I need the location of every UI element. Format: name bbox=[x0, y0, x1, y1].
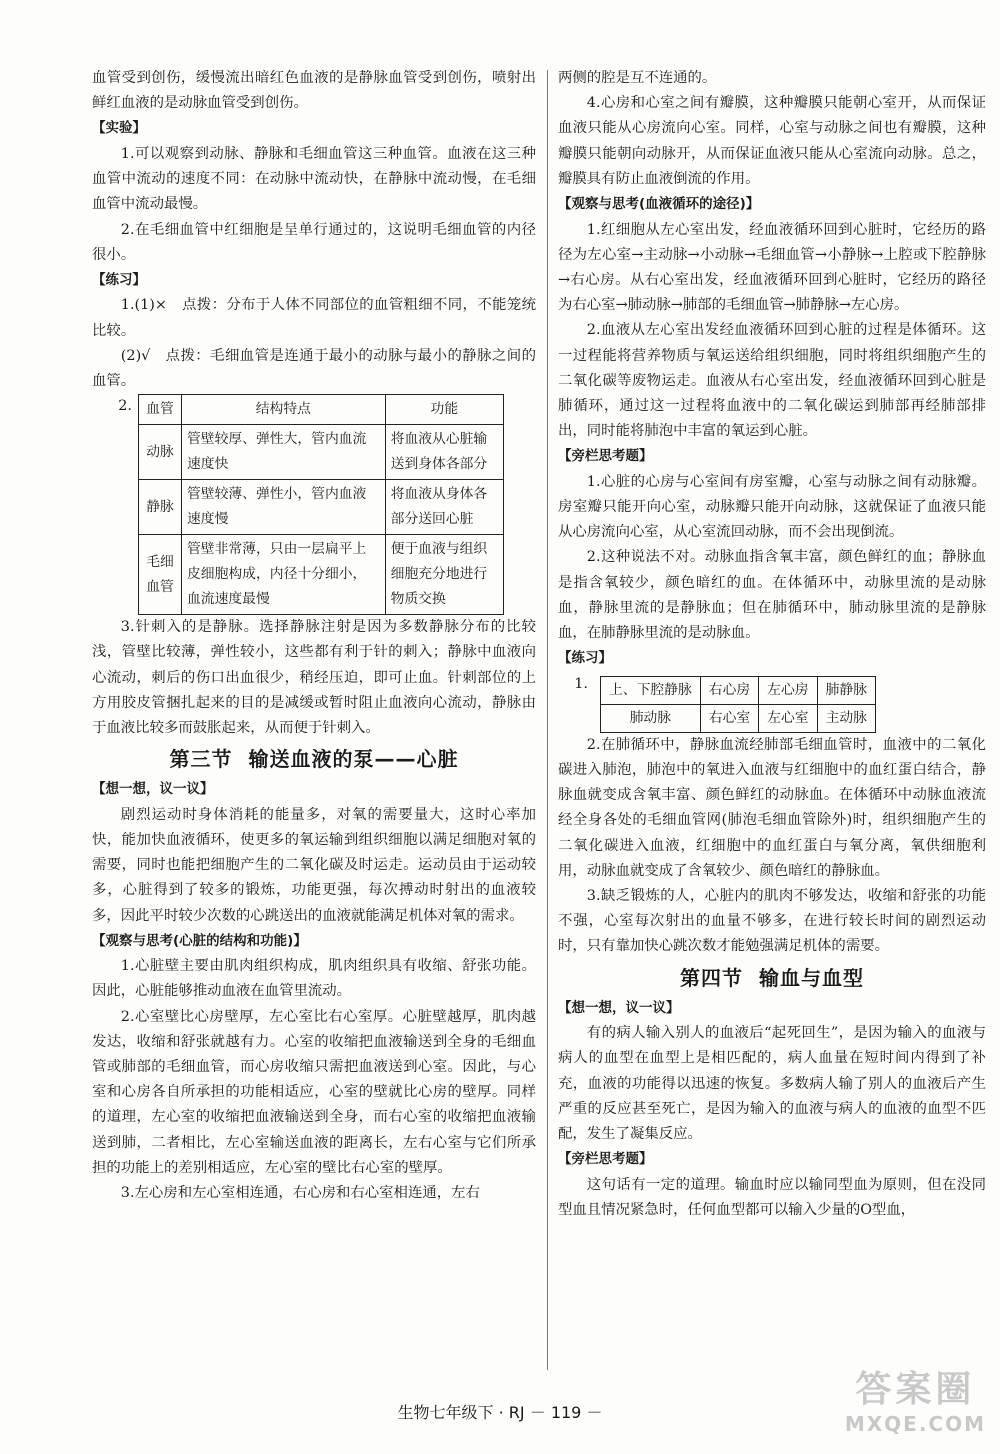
section-tag-practice: 【练习】 bbox=[558, 650, 612, 667]
table-header: 功能 bbox=[385, 395, 503, 425]
section-tag-think: 【想一想，议一议】 bbox=[558, 999, 680, 1016]
table-cell: 主动脉 bbox=[817, 704, 875, 732]
section-number: 第四节 bbox=[680, 965, 743, 990]
paragraph: 3.左心房和左心室相连通，右心房和右心室相连通，左右 bbox=[120, 1185, 480, 1202]
table-number: 2. bbox=[118, 398, 132, 415]
watermark-logo bbox=[845, 1361, 986, 1436]
paragraph: 1.红细胞从左心室出发，经血液循环回到心脏时，它经历的路径为左心室→主动脉→小动脉→毛细血管→小静脉→上腔或下腔静脉→右心房。从右心室出发，经血液循环回到心脏时，它经历的路径为右心室→肺动脉→肺部的毛细血管→肺静脉→左心房。 bbox=[558, 221, 986, 314]
table-cell: 左心房 bbox=[759, 676, 817, 704]
table-cell: 管壁非常薄，只由一层扁平上皮细胞构成，内径十分细小，血流速度最慢 bbox=[182, 535, 386, 615]
paragraph: 1.可以观察到动脉、静脉和毛细血管这三种血管。血液在这三种血管中流动的速度不同：在动脉中流动快，在静脉中流动慢，在毛细血管中流动最慢。 bbox=[92, 145, 536, 213]
table-cell: 静脉 bbox=[139, 480, 182, 535]
paragraph: 1.心脏壁主要由肌肉组织构成，肌肉组织具有收缩、舒张功能。因此，心脏能够推动血液在血管里流动。 bbox=[92, 958, 536, 1000]
right-column bbox=[558, 66, 986, 1223]
paragraph: 两侧的腔是互不连通的。 bbox=[558, 70, 717, 86]
table-row bbox=[139, 535, 504, 615]
circulation-table bbox=[600, 676, 876, 733]
section-number: 第三节 bbox=[169, 747, 233, 772]
table-cell: 肺动脉 bbox=[601, 704, 701, 732]
table-cell: 毛细血管 bbox=[139, 535, 182, 615]
section-tag-experiment: 【实验】 bbox=[92, 120, 146, 137]
table-cell: 便于血液与组织细胞充分地进行物质交换 bbox=[385, 535, 503, 615]
paragraph: (2)√ 点拨：毛细血管是连通于最小的动脉与最小的静脉之间的血管。 bbox=[92, 347, 536, 390]
left-column bbox=[92, 66, 536, 1206]
column-divider bbox=[547, 70, 548, 1370]
paragraph: 4.心房和心室之间有瓣膜，这种瓣膜只能朝心室开，从而保证血液只能从心房流向心室。同样，心室与动脉之间也有瓣膜，这种瓣膜只能朝向动脉开，从而保证血液只能从心室流向动脉。总之，瓣膜具有防止血液倒流的作用。 bbox=[558, 95, 986, 187]
paragraph: 血管受到创伤，缓慢流出暗红色血液的是静脉血管受到创伤，喷射出鲜红血液的是动脉血管受到创伤。 bbox=[92, 70, 536, 112]
table-cell: 右心房 bbox=[700, 676, 758, 704]
table-header: 血管 bbox=[139, 395, 182, 425]
paragraph: 1.(1)× 点拨：分布于人体不同部位的血管粗细不同，不能笼统比较。 bbox=[92, 297, 536, 339]
section-heading bbox=[92, 741, 536, 777]
watermark-text: 答案圈 bbox=[855, 1369, 976, 1410]
table-cell: 右心室 bbox=[700, 704, 758, 732]
table-cell: 上、下腔静脉 bbox=[601, 676, 701, 704]
vessel-table-block bbox=[92, 394, 536, 615]
section-title: 输送血液的泵——心脏 bbox=[248, 747, 459, 772]
table-cell: 管壁较厚、弹性大，管内血流速度快 bbox=[182, 425, 386, 480]
section-title: 输血与血型 bbox=[759, 965, 864, 990]
paragraph: 这句话有一定的道理。输血时应以输同型血为原则，但在没同型血且情况紧急时，任何血型都可以输入少量的O型血， bbox=[558, 1176, 986, 1218]
table-row bbox=[139, 480, 504, 535]
table-cell: 管壁较薄、弹性小，管内血液速度慢 bbox=[182, 480, 386, 535]
table-cell: 左心室 bbox=[759, 704, 817, 732]
table-header-row bbox=[139, 395, 504, 425]
paragraph: 2.在肺循环中，静脉血流经肺部毛细血管时，血液中的二氧化碳进入肺泡，肺泡中的氧进入血液与红细胞中的血红蛋白结合，静脉血就变成含氧丰富、颜色鲜红的动脉血。在体循环中动脉血液流经全身各处的毛细血管网(肺泡毛细血管除外)时，组织细胞产生的二氧化碳进入血液，红细胞中的血红蛋白与氧分离，氧供细胞利用，动脉血就变成了含氧较少、颜色暗红的静脉血。 bbox=[558, 736, 986, 879]
paragraph: 3.针刺入的是静脉。选择静脉注射是因为多数静脉分布的比较浅，管壁比较薄，弹性较小，这些都有利于针的刺入；静脉中血液向心流动，刺后的伤口出血很少，稍经压迫，即可止血。针刺部位的上方用胶皮管捆扎起来的目的是减缓或暂时阻止血液向心流动，静脉由于血液比较多而鼓胀起来，从而便于针刺入。 bbox=[92, 619, 536, 737]
section-tag-sidebar: 【旁栏思考题】 bbox=[558, 1151, 653, 1168]
table-cell: 将血液从身体各部分送回心脏 bbox=[385, 480, 503, 535]
table-cell: 将血液从心脏输送到身体各部分 bbox=[385, 425, 503, 480]
vessel-table bbox=[138, 394, 504, 615]
table-row bbox=[601, 704, 876, 732]
paragraph: 2.这种说法不对。动脉血指含氧丰富，颜色鲜红的血；静脉血是指含氧较少，颜色暗红的血。在体循环中，动脉里流的是动脉血，静脉里流的是静脉血；但在肺循环中，肺动脉里流的是静脉血，在肺静脉里流的是动脉血。 bbox=[558, 549, 986, 642]
watermark-url: MXQE.COM bbox=[844, 1412, 986, 1436]
section-tag-observe: 【观察与思考(心脏的结构和功能)】 bbox=[92, 932, 307, 949]
table-row bbox=[139, 425, 504, 480]
section-heading bbox=[558, 960, 986, 996]
section-tag-observe: 【观察与思考(血液循环的途径)】 bbox=[558, 196, 760, 213]
table-number: 1. bbox=[574, 675, 588, 692]
page-footer: 生物七年级下 · RJ － 119 － bbox=[397, 1403, 603, 1422]
paragraph: 剧烈运动时身体消耗的能量多，对氧的需要量大，这时心率加快，能加快血液循环，使更多的氧运输到组织细胞以满足细胞对氧的需要，同时也能把细胞产生的二氧化碳及时运走。运动员由于运动较多，心脏得到了较多的锻炼，功能更强，每次搏动时射出的血液较多，因此平时较少次数的心跳送出的血液就能满足机体对氧的需求。 bbox=[92, 806, 536, 924]
table-header: 结构特点 bbox=[182, 395, 386, 425]
paragraph: 3.缺乏锻炼的人，心脏内的肌肉不够发达，收缩和舒张的功能不强，心室每次射出的血量不够多，在进行较长时间的剧烈运动时，只有靠加快心跳次数才能勉强满足机体的需要。 bbox=[558, 887, 986, 955]
table-row bbox=[601, 676, 876, 704]
section-tag-practice: 【练习】 bbox=[92, 271, 146, 288]
section-tag-think: 【想一想，议一议】 bbox=[92, 781, 214, 798]
circulation-table-block bbox=[558, 672, 986, 733]
paragraph: 2.血液从左心室出发经血液循环回到心脏的过程是体循环。这一过程能将营养物质与氧运送给组织细胞，同时将组织细胞产生的二氧化碳等废物运走。血液从右心室出发，经血液循环回到心脏是肺循环，通过这一过程将血液中的二氧化碳运到肺部再经肺部排出，同时能将肺泡中丰富的氧运到心脏。 bbox=[558, 322, 986, 440]
table-cell: 肺静脉 bbox=[817, 676, 875, 704]
section-tag-sidebar: 【旁栏思考题】 bbox=[558, 448, 653, 465]
paragraph: 1.心脏的心房与心室间有房室瓣，心室与动脉之间有动脉瓣。房室瓣只能开向心室，动脉瓣只能开向动脉，这就保证了血液只能从心房流向心室，从心室流回动脉，而不会出现倒流。 bbox=[558, 473, 986, 541]
paragraph: 2.心室壁比心房壁厚，左心室比右心室厚。心脏壁越厚，肌肉越发达，收缩和舒张就越有力。心室的收缩把血液输送到全身的毛细血管或肺部的毛细血管，而心房收缩只需把血液送到心室。因此，与心室和心房各自所承担的功能相适应，心室的壁就比心房的壁厚。同样的道理，左心室的收缩把血液输送到全身，而右心室的收缩把血液输送到肺，二者相比，左心室输送血液的距离长，左右心室与它们所承担的功能上的差别相适应，左心室的壁比右心室的壁厚。 bbox=[92, 1008, 536, 1176]
paragraph: 2.在毛细血管中红细胞是呈单行通过的，这说明毛细血管的内径很小。 bbox=[92, 221, 536, 263]
paragraph: 有的病人输入别人的血液后“起死回生”，是因为输入的血液与病人的血型在血型上是相匹配的，病人血量在短时间内得到了补充，血液的功能得以迅速的恢复。多数病人输了别人的血液后产生严重的反应甚至死亡，是因为输入的血液与病人的血液的血型不匹配，发生了凝集反应。 bbox=[558, 1025, 986, 1142]
table-cell: 动脉 bbox=[139, 425, 182, 480]
